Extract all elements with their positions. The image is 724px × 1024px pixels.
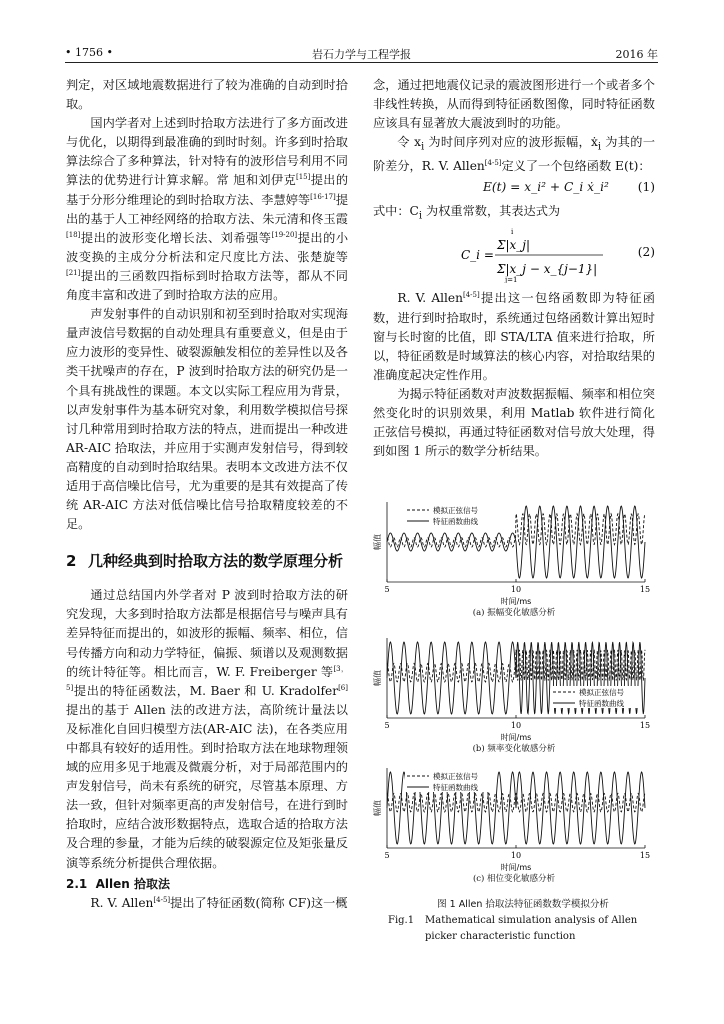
paragraph: 国内学者对上述到时拾取方法进行了多方面改进与优化，以期得到最准确的到时时刻。许多到时拾取算法综合了多种算法，针对特有的波形信号利用不同算法的优势进行计算求解。常 旭和刘伊克[15]提出的基于分形分维理论的到时拾取方法、李慧婷等[16-17]提出的基于人工神经网络的拾取方法、朱元清和佟玉霞[18]提出的波形变化增长法、刘希强等[19-20]提出的小波变换的主成分分析法和定尺度比方法、张楚旋等[21]提出的三函数四指标到时拾取方法等，都从不同角度丰富和改进了到时拾取方法的应用。 <box>66 116 349 303</box>
citation: [21] <box>66 268 81 277</box>
figure-caption <box>388 897 658 945</box>
journal-title: 岩石力学与工程学报 <box>312 48 411 61</box>
sum-limit: i <box>511 228 514 237</box>
legend-label-signal: 模拟正弦信号 <box>579 688 624 697</box>
x-tick-label: 5 <box>384 851 390 860</box>
paragraph: R. V. Allen[4-5]提出了特征函数(简称 CF)这一概 <box>90 895 348 910</box>
equation-number: (1) <box>637 179 655 194</box>
panel-caption: (c) 相位变化敏感分析 <box>472 874 556 884</box>
section-heading <box>66 551 348 572</box>
figure-panel-c <box>373 762 655 884</box>
denominator: Σ|x_j − x_{j−1}| <box>497 262 598 277</box>
equation-2-fraction <box>433 227 633 283</box>
x-tick-label: 15 <box>639 721 651 730</box>
citation: [4-5] <box>462 291 480 300</box>
paragraph: 判定，对区域地震数据进行了较为准确的自动到时拾取。 <box>66 78 348 112</box>
citation: [3，5] <box>66 664 348 692</box>
legend-label-cf: 特征函数曲线 <box>433 517 478 526</box>
equation-1 <box>373 178 655 200</box>
figure-panel-b <box>373 632 655 754</box>
paragraph: 念，通过把地震仪记录的震波图形进行一个或者多个非线性转换，从而得到特征函数图像，同时特征函数应该具有显著放大震波到时的功能。 <box>373 78 655 131</box>
citation: [6] <box>338 683 348 692</box>
page-number: • 1756 • <box>65 46 113 59</box>
figure-caption-en-text: Mathematical simulation analysis of Allen picker characteristic function <box>425 915 638 942</box>
equation-lhs: C_i = <box>461 248 494 263</box>
x-tick-label: 10 <box>510 851 522 860</box>
panel-caption: (a) 振幅变化敏感分析 <box>472 608 556 618</box>
x-tick-label: 15 <box>639 851 651 860</box>
legend-label-cf: 特征函数曲线 <box>579 699 624 708</box>
figure-label: Fig.1 <box>388 915 415 926</box>
running-header <box>65 44 658 63</box>
x-axis-label: 时间/ms <box>500 597 532 606</box>
paragraph: R. V. Allen[4-5]提出这一包络函数即为特征函数，进行到时拾取时，系统通过包络函数计算出短时窗与长时窗的比值，即 STA/LTA 值来进行拾取，所以，特征函数是时域算法的核心内容，对拾取结果的准确度起决定性作用。 <box>373 291 655 382</box>
panel-caption: (b) 频率变化敏感分析 <box>472 744 556 754</box>
equation-2 <box>373 227 655 283</box>
figure-caption-en <box>388 913 658 945</box>
paragraph: 式中：$C_i$ 为权重常数，其表达式为 <box>373 203 561 222</box>
y-axis-label: 幅值 <box>373 670 382 686</box>
equation-number: (2) <box>637 245 655 260</box>
citation: [4-5] <box>153 895 171 904</box>
chart-c <box>373 762 655 874</box>
x-tick-label: 10 <box>510 585 522 594</box>
subsection-heading <box>66 875 348 894</box>
chart-a <box>373 496 655 608</box>
chart-svg <box>373 632 655 744</box>
figure-caption-zh: 图 1 Allen 拾取法特征函数数学模拟分析 <box>437 899 609 910</box>
y-axis-label: 幅值 <box>373 800 382 816</box>
chart-svg <box>373 496 655 608</box>
paragraph: 为揭示特征函数对声波数据振幅、频率和相位突然变化时的识别效果，利用 Matlab 软件进行简化正弦信号模拟，再通过特征函数对信号放大处理，得到如图 1 所示的数学分析结果。 <box>373 386 655 459</box>
citation: [4-5] <box>484 158 502 167</box>
publication-year: 2016 年 <box>615 48 658 61</box>
chart-svg <box>373 762 655 874</box>
legend-label-cf: 特征函数曲线 <box>433 783 478 792</box>
x-tick-label: 10 <box>510 721 522 730</box>
paragraph: 通过总结国内外学者对 P 波到时拾取方法的研究发现，大多到时拾取方法都是根据信号与噪声具有差异特征而提出的，如波形的振幅、频率、相位，信号传播方向和动力学特征，偏振、频谱以及观测数据的统计特征等。相比而言，W. F. Freiberger 等[3，5]提出的特征函数法，M. Baer 和 U. Kradolfer[6]提出的基于 Allen 法的改进方法，高阶统计量法以及标准化自回归模型方法(AR-AIC 法)，在各类应用中都具有较好的适用性。到时拾取方法在地球物理领域的应用多见于地震及微震分析，对于局部范围内的声发射信号，尚未有系统的研究，尽管基本原理、方法一致，但针对频率更高的声发射信号，在进行到时拾取时，应结合波形数据特点，选取合适的拾取方法及合理的参量，才能为后续的破裂源定位及矩张量反演等系统分析提供合理依据。 <box>66 588 348 870</box>
subsection-number: 2.1 <box>66 876 88 891</box>
legend-label-signal: 模拟正弦信号 <box>433 506 478 515</box>
x-tick-label: 5 <box>384 721 390 730</box>
right-column <box>373 76 655 461</box>
section-number: 2 <box>66 552 77 571</box>
legend-label-signal: 模拟正弦信号 <box>433 772 478 781</box>
subsection-title: Allen 拾取法 <box>95 876 170 891</box>
left-column <box>66 76 348 913</box>
equation-body: E(t) = x_i² + C_i ẋ_i² <box>483 179 609 194</box>
paragraph: 令 $x_i$ 为时间序列对应的波形振幅，ẋ$_i$ 为其的一阶差分，R. V. Allen[4-5]定义了一个包络函数 E(t)： <box>373 135 656 173</box>
paragraph: 声发射事件的自动识别和初至到时拾取对实现海量声波信号数据的自动处理具有重要意义，但是由于应力波形的变异性、破裂源触发相位的差异性以及各类干扰噪声的存在，P 波到时拾取方法的研究仍是一个具有挑战性的课题。本文以实际工程应用为背景，以声发射事件为基本研究对象，利用数学模拟信号探讨几种常用到时拾取方法的特点，进而提出一种改进 AR-AIC 拾取法，并应用于实测声发射信号，得到较高精度的自动到时拾取结果。表明本文改进方法不仅适用于高信噪比信号，尤为重要的是其有效提高了传统 AR-AIC 方法对低信噪比信号拾取精度较差的不足。 <box>66 307 348 532</box>
citation: [19-20] <box>271 230 298 239</box>
x-tick-label: 5 <box>384 585 390 594</box>
citation: [16-17] <box>310 192 336 201</box>
section-title: 几种经典到时拾取方法的数学原理分析 <box>88 552 344 571</box>
chart-b <box>373 632 655 744</box>
figure-panel-a <box>373 496 655 618</box>
x-axis-label: 时间/ms <box>500 733 532 742</box>
citation: [15] <box>296 173 311 182</box>
x-axis-label: 时间/ms <box>500 863 532 872</box>
x-tick-label: 15 <box>639 585 651 594</box>
sum-limit: j=1 <box>505 276 518 284</box>
citation: [18] <box>66 230 81 239</box>
numerator: Σ|x_j| <box>497 238 531 253</box>
y-axis-label: 幅值 <box>373 534 382 550</box>
